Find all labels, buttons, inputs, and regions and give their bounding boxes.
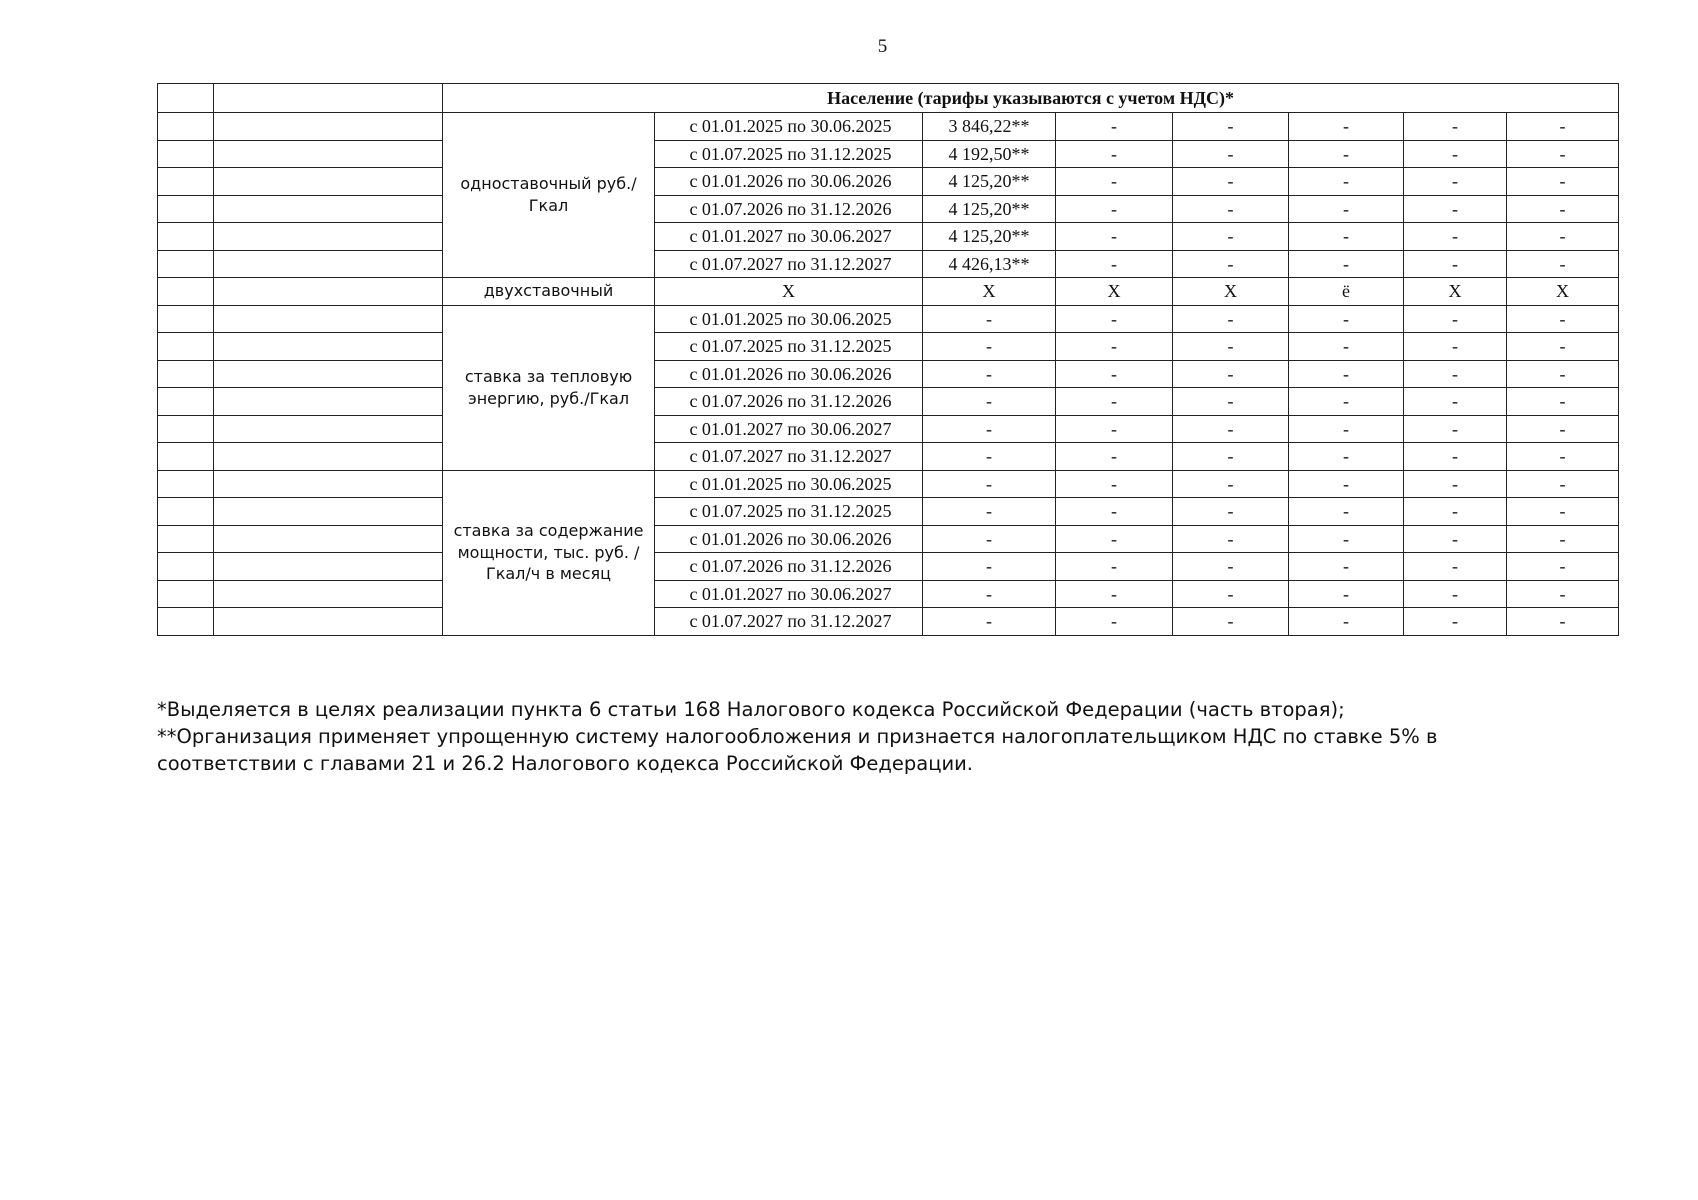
value-cell: -	[1507, 553, 1619, 581]
value-cell: 4 426,13**	[923, 250, 1056, 278]
value-cell: -	[1173, 553, 1289, 581]
value-cell: -	[1507, 113, 1619, 141]
value-cell: -	[1056, 498, 1173, 526]
table-row	[158, 525, 1619, 553]
table-header-row	[158, 84, 1619, 113]
value-cell: -	[1289, 250, 1404, 278]
value-cell: ё	[1289, 278, 1404, 306]
table-row	[158, 168, 1619, 196]
footnotes	[157, 696, 1557, 777]
value-cell: -	[1289, 470, 1404, 498]
table-row	[158, 333, 1619, 361]
row-name-cell	[214, 443, 443, 471]
value-cell: -	[923, 388, 1056, 416]
value-cell: -	[1173, 223, 1289, 251]
value-cell: -	[1173, 333, 1289, 361]
value-cell: -	[1507, 168, 1619, 196]
value-cell: -	[1404, 223, 1507, 251]
period-cell: с 01.01.2027 по 30.06.2027	[655, 223, 923, 251]
value-cell: -	[1289, 113, 1404, 141]
value-cell: -	[1289, 525, 1404, 553]
value-cell: -	[1507, 608, 1619, 636]
value-cell: -	[1056, 525, 1173, 553]
row-name-cell	[214, 360, 443, 388]
row-name-cell	[214, 113, 443, 141]
value-cell: -	[1173, 608, 1289, 636]
value-cell: Х	[1507, 278, 1619, 306]
row-number-cell	[158, 470, 214, 498]
value-cell: -	[1056, 113, 1173, 141]
row-name-cell	[214, 84, 443, 113]
value-cell: -	[1173, 525, 1289, 553]
row-name-cell	[214, 525, 443, 553]
row-name-cell	[214, 278, 443, 306]
value-cell: -	[1056, 333, 1173, 361]
value-cell: -	[1289, 498, 1404, 526]
value-cell: -	[1056, 305, 1173, 333]
period-cell: с 01.01.2025 по 30.06.2025	[655, 113, 923, 141]
row-number-cell	[158, 498, 214, 526]
table-row	[158, 498, 1619, 526]
period-cell: с 01.01.2025 по 30.06.2025	[655, 305, 923, 333]
value-cell: -	[1507, 195, 1619, 223]
value-cell: -	[1289, 388, 1404, 416]
value-cell: -	[923, 525, 1056, 553]
value-cell: -	[1289, 195, 1404, 223]
row-name-cell	[214, 470, 443, 498]
table-row	[158, 113, 1619, 141]
value-cell: -	[1404, 333, 1507, 361]
row-number-cell	[158, 195, 214, 223]
value-cell: -	[1404, 360, 1507, 388]
period-cell: с 01.01.2027 по 30.06.2027	[655, 580, 923, 608]
value-cell: -	[1507, 223, 1619, 251]
value-cell: -	[1173, 470, 1289, 498]
value-cell: 4 125,20**	[923, 223, 1056, 251]
value-cell: -	[1289, 333, 1404, 361]
tariff-table	[157, 83, 1619, 636]
value-cell: -	[1507, 525, 1619, 553]
value-cell: -	[1173, 250, 1289, 278]
row-number-cell	[158, 250, 214, 278]
value-cell: -	[1404, 608, 1507, 636]
table-row	[158, 223, 1619, 251]
value-cell: -	[1056, 168, 1173, 196]
row-number-cell	[158, 113, 214, 141]
value-cell: -	[923, 305, 1056, 333]
value-cell: -	[1056, 195, 1173, 223]
period-cell: с 01.07.2025 по 31.12.2025	[655, 498, 923, 526]
value-cell: -	[1289, 553, 1404, 581]
value-cell: -	[1056, 223, 1173, 251]
period-cell: с 01.07.2026 по 31.12.2026	[655, 553, 923, 581]
population-header: Население (тарифы указываются с учетом НДС)*	[443, 84, 1619, 113]
value-cell: -	[923, 443, 1056, 471]
row-number-cell	[158, 608, 214, 636]
table-row	[158, 305, 1619, 333]
value-cell: -	[923, 498, 1056, 526]
value-cell: -	[923, 470, 1056, 498]
value-cell: -	[1173, 360, 1289, 388]
period-cell: с 01.01.2026 по 30.06.2026	[655, 360, 923, 388]
value-cell: -	[1056, 608, 1173, 636]
value-cell: -	[1507, 388, 1619, 416]
value-cell: -	[1173, 113, 1289, 141]
period-cell: с 01.07.2027 по 31.12.2027	[655, 443, 923, 471]
value-cell: Х	[923, 278, 1056, 306]
value-cell: -	[1404, 443, 1507, 471]
row-name-cell	[214, 250, 443, 278]
period-cell: Х	[655, 278, 923, 306]
value-cell: -	[1507, 580, 1619, 608]
value-cell: -	[1056, 415, 1173, 443]
value-cell: -	[1289, 360, 1404, 388]
table-row	[158, 360, 1619, 388]
value-cell: 4 125,20**	[923, 168, 1056, 196]
value-cell: -	[1404, 168, 1507, 196]
footnote-vat: *Выделяется в целях реализации пункта 6 статьи 168 Налогового кодекса Российской Федерации (часть вторая);	[157, 698, 1345, 721]
value-cell: -	[1289, 305, 1404, 333]
value-cell: -	[1404, 388, 1507, 416]
value-cell: -	[1173, 388, 1289, 416]
value-cell: -	[1404, 305, 1507, 333]
value-cell: -	[1289, 223, 1404, 251]
row-name-cell	[214, 223, 443, 251]
table-row	[158, 388, 1619, 416]
row-number-cell	[158, 333, 214, 361]
value-cell: -	[1404, 525, 1507, 553]
value-cell: -	[1173, 415, 1289, 443]
value-cell: -	[1507, 305, 1619, 333]
value-cell: -	[1404, 195, 1507, 223]
value-cell: 4 125,20**	[923, 195, 1056, 223]
row-name-cell	[214, 498, 443, 526]
period-cell: с 01.01.2026 по 30.06.2026	[655, 168, 923, 196]
table-row	[158, 415, 1619, 443]
value-cell: -	[1507, 470, 1619, 498]
row-name-cell	[214, 608, 443, 636]
value-cell: -	[923, 608, 1056, 636]
row-name-cell	[214, 168, 443, 196]
value-cell: -	[1507, 333, 1619, 361]
two-rate-row	[158, 278, 1619, 306]
value-cell: -	[923, 415, 1056, 443]
value-cell: -	[1404, 498, 1507, 526]
value-cell: -	[1056, 388, 1173, 416]
row-number-cell	[158, 415, 214, 443]
row-number-cell	[158, 278, 214, 306]
value-cell: -	[1056, 443, 1173, 471]
value-cell: -	[1289, 415, 1404, 443]
row-number-cell	[158, 360, 214, 388]
table-row	[158, 140, 1619, 168]
period-cell: с 01.01.2027 по 30.06.2027	[655, 415, 923, 443]
table-row	[158, 608, 1619, 636]
row-number-cell	[158, 580, 214, 608]
row-number-cell	[158, 84, 214, 113]
row-number-cell	[158, 140, 214, 168]
table-row	[158, 195, 1619, 223]
value-cell: -	[1056, 250, 1173, 278]
period-cell: с 01.01.2026 по 30.06.2026	[655, 525, 923, 553]
value-cell: -	[1173, 195, 1289, 223]
row-number-cell	[158, 443, 214, 471]
row-name-cell	[214, 333, 443, 361]
row-name-cell	[214, 305, 443, 333]
value-cell: Х	[1404, 278, 1507, 306]
value-cell: -	[1404, 113, 1507, 141]
value-cell: -	[1056, 580, 1173, 608]
period-cell: с 01.07.2025 по 31.12.2025	[655, 333, 923, 361]
row-number-cell	[158, 388, 214, 416]
value-cell: -	[1507, 140, 1619, 168]
value-cell: -	[1173, 498, 1289, 526]
value-cell: -	[1173, 580, 1289, 608]
row-name-cell	[214, 580, 443, 608]
value-cell: -	[1056, 553, 1173, 581]
value-cell: -	[1289, 168, 1404, 196]
row-name-cell	[214, 388, 443, 416]
value-cell: -	[1507, 415, 1619, 443]
value-cell: -	[1173, 443, 1289, 471]
table-row	[158, 580, 1619, 608]
tariff-table-body	[158, 84, 1619, 636]
value-cell: -	[1404, 553, 1507, 581]
table-row	[158, 250, 1619, 278]
value-cell: -	[1056, 360, 1173, 388]
value-cell: -	[923, 580, 1056, 608]
row-name-cell	[214, 553, 443, 581]
value-cell: -	[1173, 140, 1289, 168]
value-cell: -	[1056, 470, 1173, 498]
period-cell: с 01.07.2025 по 31.12.2025	[655, 140, 923, 168]
value-cell: -	[1173, 305, 1289, 333]
value-cell: -	[1507, 443, 1619, 471]
row-number-cell	[158, 553, 214, 581]
value-cell: 4 192,50**	[923, 140, 1056, 168]
value-cell: -	[1289, 140, 1404, 168]
value-cell: -	[1289, 580, 1404, 608]
row-name-cell	[214, 140, 443, 168]
one-rate-label: одноставочный руб./Гкал	[443, 113, 655, 278]
value-cell: -	[923, 333, 1056, 361]
period-cell: с 01.07.2027 по 31.12.2027	[655, 250, 923, 278]
value-cell: -	[1173, 168, 1289, 196]
value-cell: -	[1507, 250, 1619, 278]
capacity-rate-label: ставка за содержание мощности, тыс. руб. /Гкал/ч в месяц	[443, 470, 655, 635]
table-row	[158, 553, 1619, 581]
value-cell: -	[1289, 443, 1404, 471]
row-number-cell	[158, 525, 214, 553]
value-cell: -	[1404, 470, 1507, 498]
value-cell: Х	[1173, 278, 1289, 306]
row-number-cell	[158, 223, 214, 251]
heat-rate-label: ставка за тепловую энергию, руб./Гкал	[443, 305, 655, 470]
page-number: 5	[877, 36, 888, 57]
value-cell: 3 846,22**	[923, 113, 1056, 141]
value-cell: -	[1289, 608, 1404, 636]
value-cell: -	[1404, 580, 1507, 608]
value-cell: -	[1507, 360, 1619, 388]
period-cell: с 01.07.2026 по 31.12.2026	[655, 388, 923, 416]
value-cell: -	[923, 360, 1056, 388]
table-row	[158, 443, 1619, 471]
row-number-cell	[158, 305, 214, 333]
table-row	[158, 470, 1619, 498]
footnote-simplified-tax: **Организация применяет упрощенную систему налогообложения и признается налогоплательщиком НДС по ставке 5% в соответствии с главами 21 и 26.2 Налогового кодекса Российской Федерации.	[157, 725, 1438, 775]
value-cell: -	[1404, 140, 1507, 168]
period-cell: с 01.07.2027 по 31.12.2027	[655, 608, 923, 636]
value-cell: Х	[1056, 278, 1173, 306]
period-cell: с 01.01.2025 по 30.06.2025	[655, 470, 923, 498]
value-cell: -	[1056, 140, 1173, 168]
row-name-cell	[214, 195, 443, 223]
value-cell: -	[1404, 250, 1507, 278]
value-cell: -	[1507, 498, 1619, 526]
period-cell: с 01.07.2026 по 31.12.2026	[655, 195, 923, 223]
value-cell: -	[1404, 415, 1507, 443]
row-name-cell	[214, 415, 443, 443]
value-cell: -	[923, 553, 1056, 581]
two-rate-label: двухставочный	[443, 278, 655, 306]
row-number-cell	[158, 168, 214, 196]
